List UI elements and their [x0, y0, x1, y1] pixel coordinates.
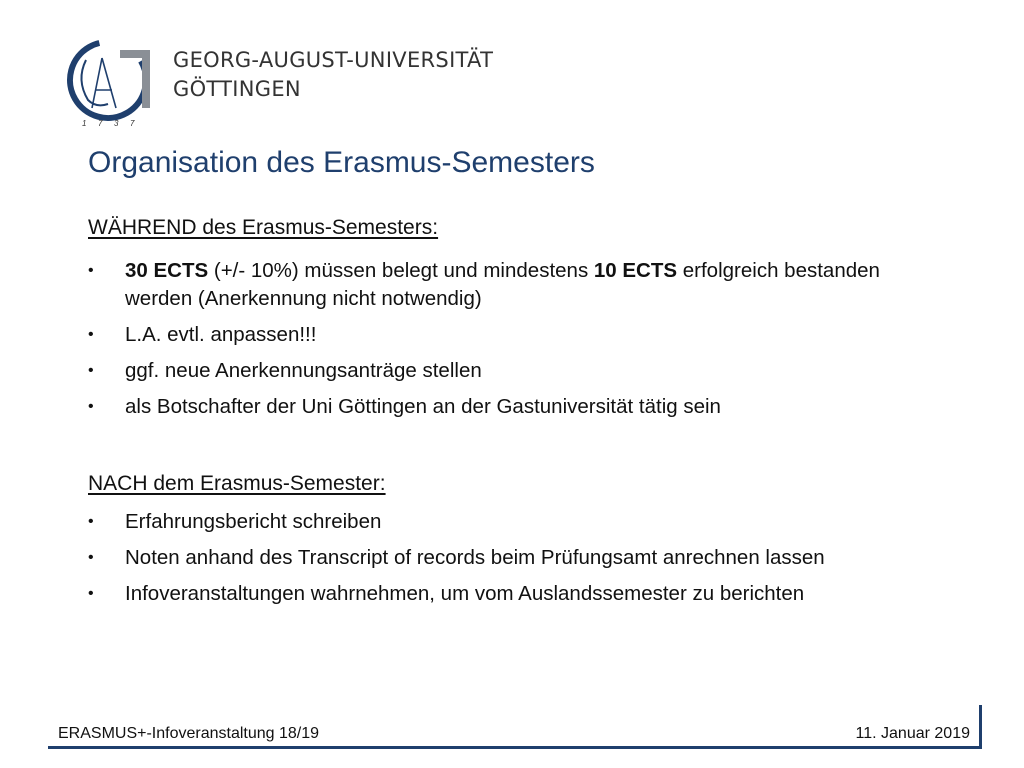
footer-event-name: ERASMUS+-Infoveranstaltung 18/19: [58, 725, 320, 742]
list-item: [88, 257, 948, 313]
logo-year-digit: 7: [98, 119, 103, 128]
bullet-icon: •: [88, 585, 94, 602]
slide-title: Organisation des Erasmus-Semesters: [88, 146, 595, 179]
item-text: Erfahrungsbericht schreiben: [125, 510, 382, 533]
bullet-icon: •: [88, 262, 94, 279]
logo-year-digit: 1: [82, 119, 87, 128]
bullet-icon: •: [88, 513, 94, 530]
bullet-icon: •: [88, 362, 94, 379]
item-text: ggf. neue Anerkennungsanträge stellen: [125, 359, 482, 382]
university-name-line1: GEORG-AUGUST-UNIVERSITÄT: [173, 48, 494, 72]
during-list: [88, 257, 948, 429]
list-item: [88, 357, 948, 385]
item-text: erfolgreich bestanden werden (Anerkennung nicht notwendig): [125, 259, 880, 310]
section-heading-during: WÄHREND des Erasmus-Semesters:: [88, 216, 439, 239]
list-item: [88, 508, 948, 536]
list-item: [88, 544, 948, 572]
bullet-icon: •: [88, 326, 94, 343]
after-list: [88, 508, 948, 616]
list-item: [88, 321, 948, 349]
university-name-line2: GÖTTINGEN: [173, 77, 301, 101]
item-text: Infoveranstaltungen wahrnehmen, um vom Auslandssemester zu berichten: [125, 582, 805, 605]
university-logo: [62, 38, 162, 130]
item-text: als Botschafter der Uni Göttingen an der Gastuniversität tätig sein: [125, 395, 721, 418]
ects-minimum: 10 ECTS: [593, 259, 678, 282]
section-heading-after: NACH dem Erasmus-Semester:: [88, 472, 386, 495]
bullet-icon: •: [88, 398, 94, 415]
list-item: [88, 393, 948, 421]
item-text: Noten anhand des Transcript of records beim Prüfungsamt anrechnen lassen: [125, 546, 825, 569]
footer-date: 11. Januar 2019: [855, 725, 970, 742]
list-item: [88, 580, 948, 608]
bullet-icon: •: [88, 549, 94, 566]
item-text: (+/- 10%) müssen belegt und mindestens: [208, 259, 594, 282]
footer-rule: [48, 746, 982, 749]
university-name: [173, 46, 493, 104]
logo-year-digit: 7: [130, 119, 135, 128]
ects-amount: 30 ECTS: [125, 259, 209, 282]
logo-year-digit: 3: [114, 119, 119, 128]
footer-rule-vertical: [979, 705, 982, 749]
item-text: L.A. evtl. anpassen!!!: [125, 323, 317, 346]
